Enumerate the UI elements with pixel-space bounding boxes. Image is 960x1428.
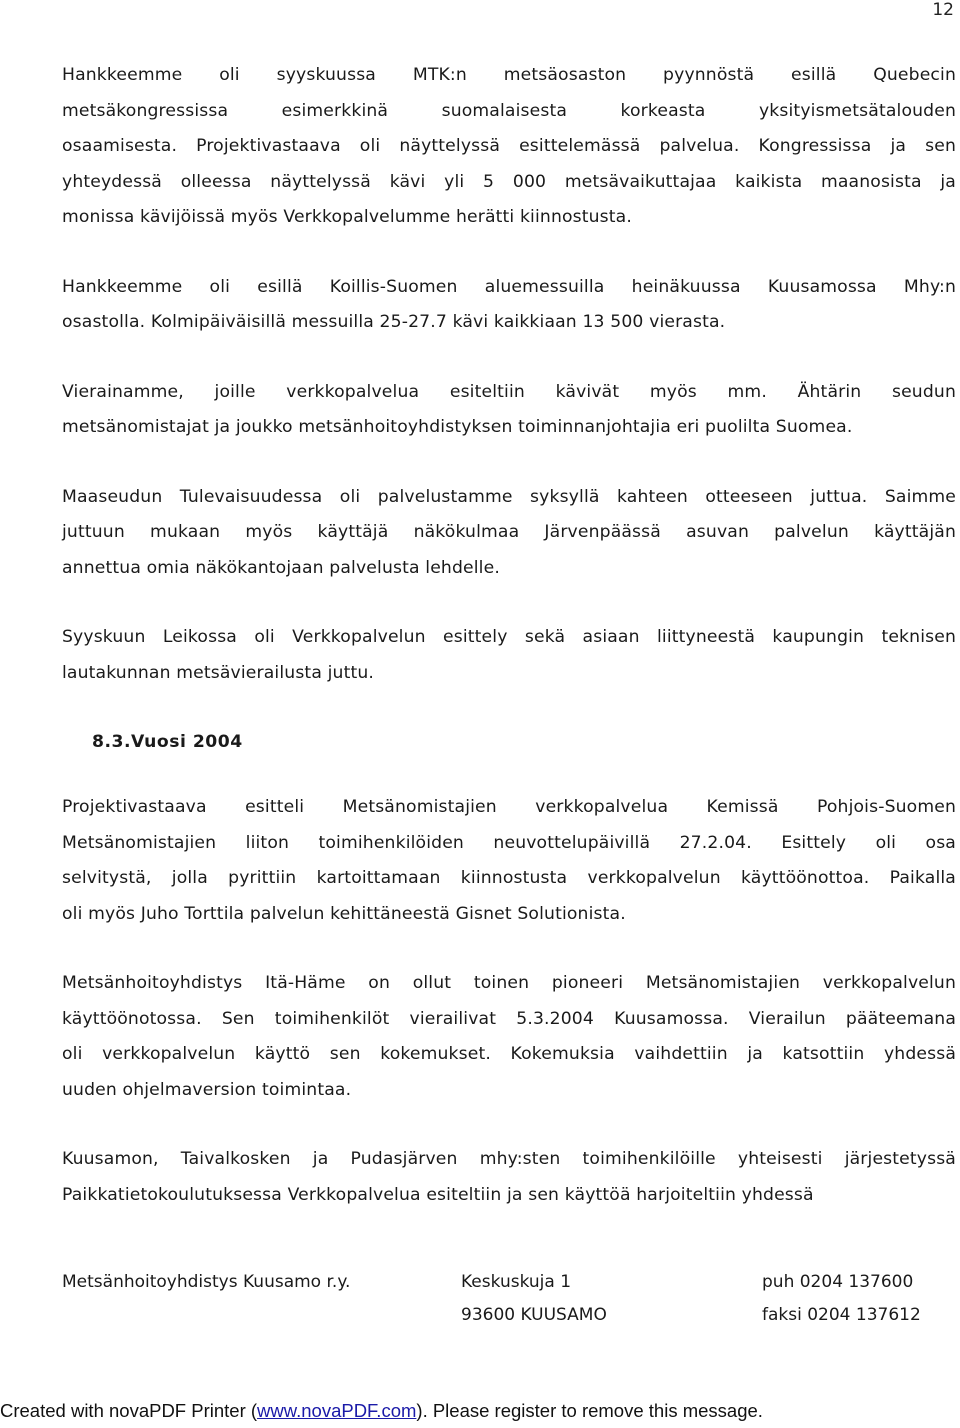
paragraph-line: monissa kävijöissä myös Verkkopalvelumme herätti kiinnostusta. [62,207,632,227]
paragraph-line: metsäkongressissa esimerkkinä suomalaisesta korkeasta yksityismetsätalouden [62,100,956,121]
paragraph-line: Paikkatietokoulutuksessa Verkkopalvelua esiteltiin ja sen käyttöä harjoiteltiin yhdessä [62,1184,814,1205]
footer-org: Metsänhoitoyhdistys Kuusamo r.y. [62,1272,351,1292]
paragraph-line: Maaseudun Tulevaisuudessa oli palvelustamme syksyllä kahteen otteeseen juttua. Saimme [62,486,956,507]
footer-row-1 [62,1272,956,1305]
paragraph-line: Hankkeemme oli esillä Koillis-Suomen aluemessuilla heinäkuussa Kuusamossa Mhy:n [62,276,956,297]
paragraph-line: käyttöönotossa. Sen toimihenkilöt vierailivat 5.3.2004 Kuusamossa. Vierailun pääteemana [62,1008,956,1029]
section-2003 [62,58,956,691]
footer-postal: 93600 KUUSAMO [461,1305,607,1325]
banner-prefix: Created with novaPDF Printer ( [0,1400,258,1421]
section-2004 [62,790,956,1213]
paragraph-line: Syyskuun Leikossa oli Verkkopalvelun esittely sekä asiaan liittyneestä kaupungin teknisen [62,627,956,647]
paragraph-line: Vierainamme, joille verkkopalvelua esiteltiin kävivät myös mm. Ähtärin seudun [62,381,956,402]
paragraph [62,1142,956,1213]
paragraph-line: annettua omia näkökantojaan palvelusta lehdelle. [62,557,500,578]
paragraph [62,790,956,932]
page-footer [62,1272,956,1338]
paragraph-line: juttuun mukaan myös käyttäjä näkökulmaa Järvenpäässä asuvan palvelun käyttäjän [62,522,956,542]
footer-row-2 [62,1305,956,1338]
footer-fax: faksi 0204 137612 [762,1305,921,1325]
paragraph-line: Projektivastaava esitteli Metsänomistajien verkkopalvelua Kemissä Pohjois-Suomen [62,797,956,817]
paragraph [62,375,956,446]
paragraph-line: lautakunnan metsävierailusta juttu. [62,662,375,683]
page-number: 12 [932,0,954,20]
paragraph-line: yhteydessä olleessa näyttelyssä kävi yli 5 000 metsävaikuttajaa kaikista maanosista ja [62,171,956,192]
paragraph-line: Metsänomistajien liiton toimihenkilöiden neuvottelupäivillä 27.2.04. Esittely oli osa [62,832,956,853]
paragraph-line: Metsänhoitoyhdistys Itä-Häme on ollut toinen pioneeri Metsänomistajien verkkopalvelun [62,973,956,993]
paragraph [62,270,956,341]
banner-suffix: ). Please register to remove this message. [416,1400,763,1421]
banner-link[interactable]: www.novaPDF.com [257,1400,417,1421]
paragraph-line: oli verkkopalvelun käyttö sen kokemukset. Kokemuksia vaihdettiin ja katsottiin yhdessä [62,1044,956,1064]
document-body [62,58,956,1247]
paragraph-line: osaamisesta. Projektivastaava oli näyttelyssä esittelemässä palvelua. Kongressissa ja sen [62,136,956,156]
section-heading: 8.3.Vuosi 2004 [92,732,243,752]
paragraph-line: Hankkeemme oli syyskuussa MTK:n metsäosaston pyynnöstä esillä Quebecin [62,65,956,85]
paragraph-line: osastolla. Kolmipäiväisillä messuilla 25-27.7 kävi kaikkiaan 13 500 vierasta. [62,312,726,332]
paragraph [62,966,956,1108]
paragraph-line: metsänomistajat ja joukko metsänhoitoyhdistyksen toiminnanjohtajia eri puolilta Suomea. [62,417,853,437]
paragraph-line: oli myös Juho Torttila palvelun kehittäneestä Gisnet Solutionista. [62,903,626,924]
paragraph-line: uuden ohjelmaversion toimintaa. [62,1079,352,1100]
footer-street: Keskuskuja 1 [461,1272,572,1292]
footer-phone: puh 0204 137600 [762,1272,914,1292]
paragraph [62,58,956,236]
paragraph [62,480,956,587]
watermark-banner [0,1400,960,1422]
paragraph-line: selvitystä, jolla pyrittiin kartoittamaan kiinnostusta verkkopalvelun käyttöönottoa. Paikalla [62,868,956,888]
paragraph [62,620,956,691]
paragraph-line: Kuusamon, Taivalkosken ja Pudasjärven mhy:sten toimihenkilöille yhteisesti järjestetyssä [62,1149,956,1169]
